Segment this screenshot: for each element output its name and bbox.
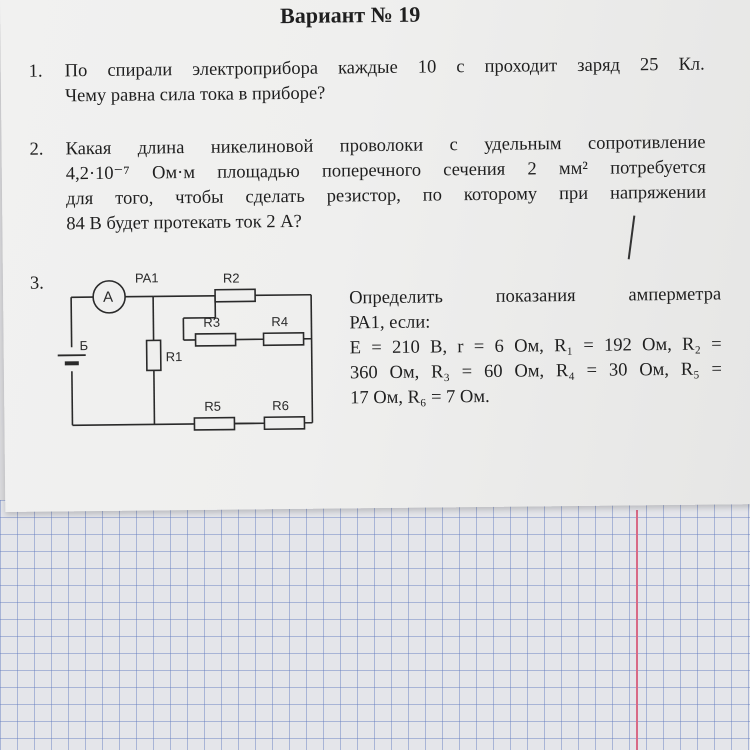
task-2: [29, 131, 707, 238]
resistor-label: R6: [272, 397, 289, 414]
ammeter-label: PA1: [134, 270, 159, 286]
task-line: По спирали электроприбора каждые 10 с проходит заряд 25 Кл.: [64, 54, 705, 82]
task-line: Е = 210 В, r = 6 Ом, R₁ = 192 Ом, R₂ =: [349, 334, 722, 359]
resistor-label: R1: [165, 349, 183, 365]
resistor-r2: [215, 289, 255, 301]
wire: [154, 370, 155, 424]
task-line: РА1, если:: [349, 312, 431, 334]
task-number: 3.: [29, 273, 44, 294]
page-title: Вариант № 19: [279, 1, 421, 29]
wire: [311, 295, 312, 423]
task-3-condition: [349, 282, 722, 411]
resistor-r3: [196, 334, 236, 346]
circuit-diagram: [43, 265, 335, 438]
battery-label: Б: [79, 338, 89, 354]
resistor-label: R2: [222, 270, 240, 286]
ammeter-letter: A: [103, 288, 114, 306]
wire: [153, 296, 215, 297]
task-line: для того, чтобы сделать резистор, по которому при напряжении: [65, 182, 707, 210]
task-line: 84 В будет протекать ток 2 А?: [66, 211, 302, 235]
task-line: 4,2·10⁻⁷ Ом·м площадью поперечного сечения 2 мм² потребуется: [65, 157, 706, 185]
task-line: Чему равна сила тока в приборе?: [64, 83, 326, 107]
task-1: [28, 53, 705, 110]
wire: [72, 371, 73, 425]
resistor-label: R3: [203, 314, 221, 330]
resistor-r1: [147, 340, 161, 370]
resistor-r4: [264, 333, 304, 345]
wire: [71, 297, 72, 347]
task-line: Какая длина никелиновой проволоки с удельным сопротивление: [65, 132, 706, 160]
notebook-margin-line: [636, 510, 638, 750]
resistor-r6: [264, 417, 304, 429]
task-number: 2.: [29, 139, 44, 160]
resistor-label: R4: [271, 314, 289, 330]
wire: [255, 295, 311, 296]
resistor-r5: [194, 418, 234, 430]
resistor-label: R5: [204, 398, 221, 414]
task-line: Определить показания амперметра: [349, 284, 722, 309]
task-line: 360 Ом, R₃ = 60 Ом, R₄ = 30 Ом, R₅ =: [349, 359, 723, 384]
task-line: 17 Ом, R₆ = 7 Ом.: [350, 386, 490, 409]
task-number: 1.: [28, 61, 43, 82]
